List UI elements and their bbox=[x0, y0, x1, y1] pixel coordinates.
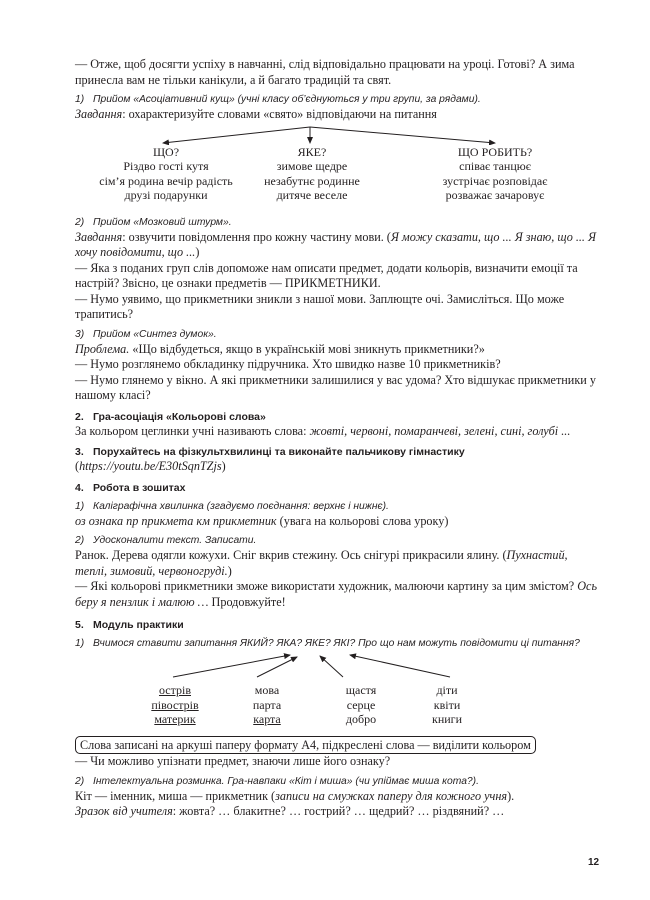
bush-arrows bbox=[75, 123, 597, 145]
video-link[interactable]: https://youtu.be/E30tSqnTZjs bbox=[79, 459, 222, 473]
winter-text: Ранок. Дерева одягли кожухи. Сніг вкрив стежину. Ось снігурі прикрасили ялину. (Пухнастий, теплі, зимовий, червоногруді.) bbox=[75, 548, 568, 578]
noun-gender-columns bbox=[75, 683, 597, 733]
cover-line: — Нумо розглянемо обкладинку підручника. Хто швидко назве 10 прикметників? bbox=[75, 357, 501, 371]
artist-text: — Які кольорові прикметники зможе використати художник, малюючи картину за цим змістом? Ось беру я пензлик і малюю … Продовжуйте! bbox=[75, 579, 597, 609]
section-4-heading: 4. Робота в зошитах bbox=[75, 481, 186, 494]
step-3-heading: 3) Прийом «Синтез думок». bbox=[75, 328, 217, 340]
step-4-1-heading: 1) Каліграфічна хвилинка (згадуємо поєднання: верхнє і нижнє). bbox=[75, 500, 389, 512]
neuter-nouns: щастя серце добро bbox=[345, 683, 377, 726]
plural-nouns: діти квіти книги bbox=[431, 683, 463, 726]
task-2: Завдання: озвучити повідомлення про кожну частину мови. (Я можу сказати, що ... Я знаю, що ... Я хочу повідомити, що ...) bbox=[75, 229, 597, 259]
association-bush bbox=[75, 145, 597, 207]
problem-line: Проблема. «Що відбудеться, якщо в українській мові зникнуть прикметники?» bbox=[75, 341, 485, 356]
feminine-nouns: мова парта карта bbox=[252, 683, 282, 726]
step-1-heading: 1) Прийом «Асоціативний кущ» (учні класу об’єднуються у три групи, за рядами). bbox=[75, 94, 481, 105]
calligraphy-line: оз ознака пр прикмета км прикметник (увага на кольорові слова уроку) bbox=[75, 513, 449, 528]
page-number: 12 bbox=[588, 857, 600, 868]
question-arrows bbox=[75, 651, 597, 679]
page-content bbox=[75, 57, 597, 820]
imagine-paragraph: — Нумо уявимо, що прикметники зникли з нашої мови. Заплющте очі. Замисліться. Що може трапитись? bbox=[75, 291, 565, 321]
bush-column-what: ЩО? Різдво гості кутя сім’я родина вечір радість друзі подарунки bbox=[99, 144, 233, 202]
masculine-nouns: острів півострів материк bbox=[151, 683, 199, 726]
task-1: Завдання: охарактеризуйте словами «свято» відповідаючи на питання bbox=[75, 107, 437, 121]
guess-line: — Чи можливо упізнати предмет, знаючи лише його ознаку? bbox=[75, 754, 391, 768]
arrow-diagram bbox=[75, 123, 597, 145]
step-4-2-heading: 2) Удосконалити текст. Записати. bbox=[75, 535, 257, 546]
question-paragraph: — Яка з поданих груп слів допоможе нам описати предмет, додати кольорів, визначити емоції та настрій? Звісно, це ознаки предметів — ПРИКМЕТНИКИ. bbox=[75, 260, 578, 290]
section-2-heading: 2. Гра-асоціація «Кольорові слова» bbox=[75, 410, 266, 423]
colors-line: За кольором цеглинки учні називають слова: жовті, червоні, помаранчеві, зелені, сині, голубі ... bbox=[75, 423, 571, 438]
section-5-heading: 5. Модуль практики bbox=[75, 619, 184, 631]
window-line: — Нумо глянемо у вікно. А які прикметники залишилися у вас удома? Хто відшукає прикметники у нашому класі? bbox=[75, 372, 596, 402]
gender-arrows bbox=[75, 651, 597, 679]
video-link-line: (https://youtu.be/E30tSqnTZjs) bbox=[75, 459, 226, 473]
step-2-heading: 2) Прийом «Мозковий штурм». bbox=[75, 216, 232, 228]
cat-mouse-line: Кіт — іменник, миша — прикметник (записи на смужках паперу для кожного учня). bbox=[75, 788, 515, 803]
instruction-box: Слова записані на аркуші паперу формату А4, підкреслені слова — виділити кольором bbox=[75, 733, 597, 754]
step-5-1-heading: 1) Вчимося ставити запитання ЯКИЙ? ЯКА? ЯКЕ? ЯКІ? Про що нам можуть повідомити ці питання? bbox=[75, 638, 580, 649]
teacher-sample-line: Зразок від учителя: жовта? … блакитне? … гострий? … щедрий? … різдвяний? … bbox=[75, 804, 505, 818]
bush-column-which: ЯКЕ? зимове щедре незабутнє родинне дитяче веселе bbox=[264, 144, 360, 202]
intro-paragraph: — Отже, щоб досягти успіху в навчанні, слід відповідально працювати на уроці. Готові? А зима принесла вам не тільки канікули, а й багато традицій та свят. bbox=[75, 57, 575, 87]
bush-column-does: ЩО РОБИТЬ? співає танцює зустрічає розповідає розважає зачаровує bbox=[442, 144, 548, 202]
step-5-2-heading: 2) Інтелектуальна розминка. Гра-навпаки «Кіт і миша» (чи упіймає миша кота?). bbox=[75, 775, 479, 787]
section-3-heading: 3. Порухайтесь на фізкультхвилинці та виконайте пальчикову гімнастику bbox=[75, 446, 465, 458]
